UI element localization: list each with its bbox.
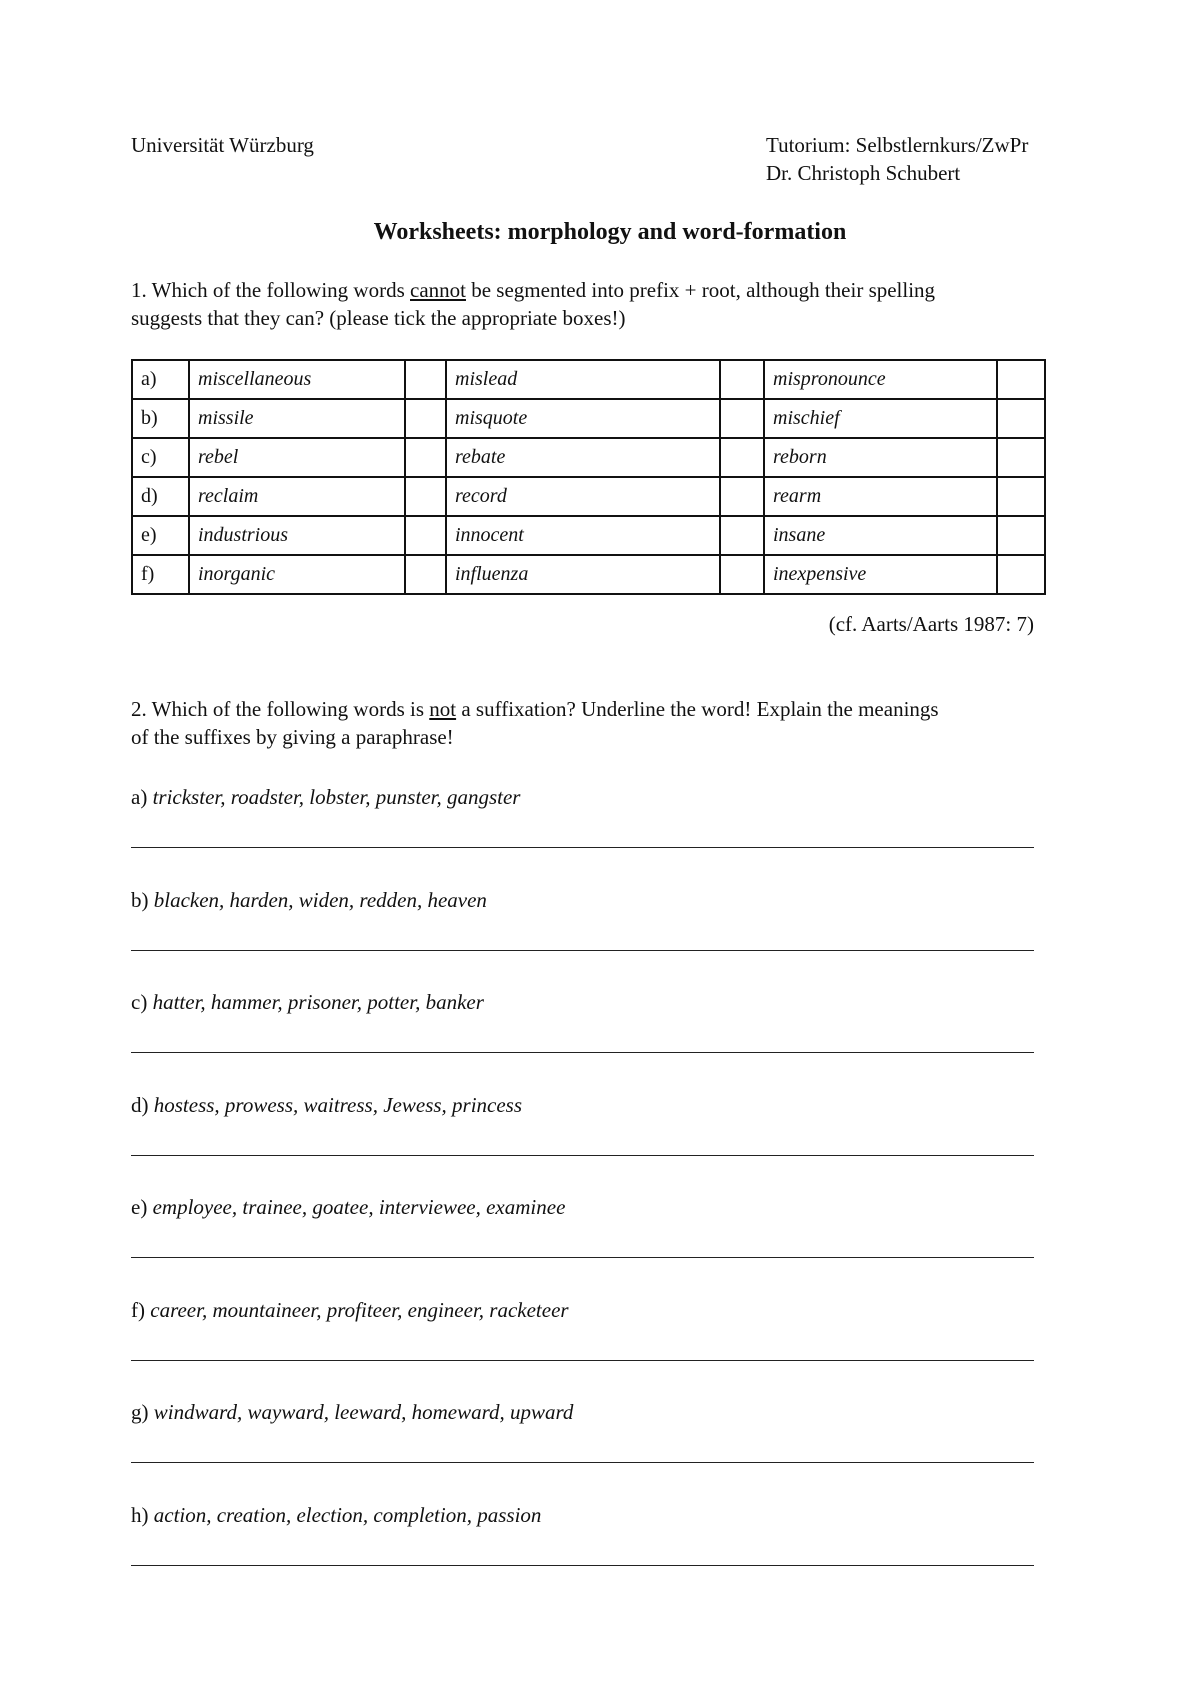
tick-box[interactable] <box>720 438 764 477</box>
tick-box[interactable] <box>997 399 1045 438</box>
tick-box[interactable] <box>997 555 1045 594</box>
tick-box[interactable] <box>997 516 1045 555</box>
item-label: d) <box>131 1092 154 1117</box>
answer-line[interactable] <box>131 1257 1034 1258</box>
list-item <box>131 1298 569 1323</box>
word-cell: innocent <box>446 516 720 555</box>
answer-line[interactable] <box>131 847 1034 848</box>
word-cell: missile <box>189 399 405 438</box>
table-row <box>132 399 1045 438</box>
list-item <box>131 990 484 1015</box>
row-label: e) <box>132 516 189 555</box>
tick-box[interactable] <box>405 438 446 477</box>
word-cell: mischief <box>764 399 997 438</box>
word-cell: mispronounce <box>764 360 997 399</box>
row-label: d) <box>132 477 189 516</box>
item-words: career, mountaineer, profiteer, engineer, racketeer <box>150 1297 569 1322</box>
row-label: b) <box>132 399 189 438</box>
item-words: trickster, roadster, lobster, punster, gangster <box>152 785 521 809</box>
word-cell: rebate <box>446 438 720 477</box>
word-cell: insane <box>764 516 997 555</box>
course-name: Tutorium: Selbstlernkurs/ZwPr <box>766 133 1029 157</box>
table-row <box>132 516 1045 555</box>
q2-emphasis: not <box>429 697 457 721</box>
answer-line[interactable] <box>131 950 1034 951</box>
tick-box[interactable] <box>720 555 764 594</box>
item-words: hatter, hammer, prisoner, potter, banker <box>152 990 484 1014</box>
tick-box[interactable] <box>997 438 1045 477</box>
row-label: f) <box>132 555 189 594</box>
q1-word-table <box>131 359 1046 595</box>
item-label: a) <box>131 785 153 809</box>
word-cell: record <box>446 477 720 516</box>
tick-box[interactable] <box>997 360 1045 399</box>
list-item <box>131 1093 522 1118</box>
q1-text-after: be segmented into prefix + root, although their spelling <box>465 278 936 302</box>
tick-box[interactable] <box>405 516 446 555</box>
tick-box[interactable] <box>997 477 1045 516</box>
row-label: a) <box>132 360 189 399</box>
list-item <box>131 1503 541 1528</box>
answer-line[interactable] <box>131 1360 1034 1361</box>
item-words: employee, trainee, goatee, interviewee, examinee <box>152 1195 566 1219</box>
item-words: blacken, harden, widen, redden, heaven <box>153 887 487 912</box>
answer-line[interactable] <box>131 1565 1034 1566</box>
answer-line[interactable] <box>131 1462 1034 1463</box>
word-cell: inorganic <box>189 555 405 594</box>
q1-text-before: 1. Which of the following words <box>131 278 410 302</box>
word-cell: mislead <box>446 360 720 399</box>
word-cell: inexpensive <box>764 555 997 594</box>
q1-emphasis: cannot <box>410 278 466 302</box>
instructor-name: Dr. Christoph Schubert <box>766 161 961 185</box>
word-cell: misquote <box>446 399 720 438</box>
word-cell: miscellaneous <box>189 360 405 399</box>
table-row <box>132 438 1045 477</box>
tick-box[interactable] <box>405 360 446 399</box>
item-words: hostess, prowess, waitress, Jewess, princess <box>153 1092 523 1117</box>
word-cell: reborn <box>764 438 997 477</box>
q2-text-after: a suffixation? Underline the word! Explain the meanings <box>456 697 939 721</box>
item-words: action, creation, election, completion, passion <box>153 1502 542 1527</box>
tick-box[interactable] <box>720 399 764 438</box>
institution-name: Universität Würzburg <box>131 133 314 157</box>
word-cell: reclaim <box>189 477 405 516</box>
tick-box[interactable] <box>720 516 764 555</box>
tick-box[interactable] <box>405 399 446 438</box>
item-label: g) <box>131 1400 154 1424</box>
item-words: windward, wayward, leeward, homeward, upward <box>153 1400 574 1424</box>
q2-prompt <box>131 697 939 722</box>
item-label: b) <box>131 887 154 912</box>
item-label: h) <box>131 1502 154 1527</box>
q1-prompt <box>131 278 935 303</box>
item-label: e) <box>131 1195 153 1219</box>
tick-box[interactable] <box>405 477 446 516</box>
q2-prompt-line2: of the suffixes by giving a paraphrase! <box>131 725 454 749</box>
tick-box[interactable] <box>720 477 764 516</box>
q2-text-before: 2. Which of the following words is <box>131 697 430 721</box>
item-label: f) <box>131 1297 151 1322</box>
table-row <box>132 360 1045 399</box>
tick-box[interactable] <box>405 555 446 594</box>
word-cell: rebel <box>189 438 405 477</box>
word-cell: rearm <box>764 477 997 516</box>
list-item <box>131 1195 565 1220</box>
table-row <box>132 555 1045 594</box>
answer-line[interactable] <box>131 1155 1034 1156</box>
row-label: c) <box>132 438 189 477</box>
q1-prompt-line2: suggests that they can? (please tick the appropriate boxes!) <box>131 306 626 330</box>
table-row <box>132 477 1045 516</box>
word-cell: industrious <box>189 516 405 555</box>
item-label: c) <box>131 990 153 1014</box>
tick-box[interactable] <box>720 360 764 399</box>
list-item <box>131 888 487 913</box>
q1-source: (cf. Aarts/Aarts 1987: 7) <box>828 612 1034 636</box>
word-cell: influenza <box>446 555 720 594</box>
list-item <box>131 785 520 810</box>
answer-line[interactable] <box>131 1052 1034 1053</box>
page-title: Worksheets: morphology and word-formation <box>373 219 847 245</box>
list-item <box>131 1400 573 1425</box>
